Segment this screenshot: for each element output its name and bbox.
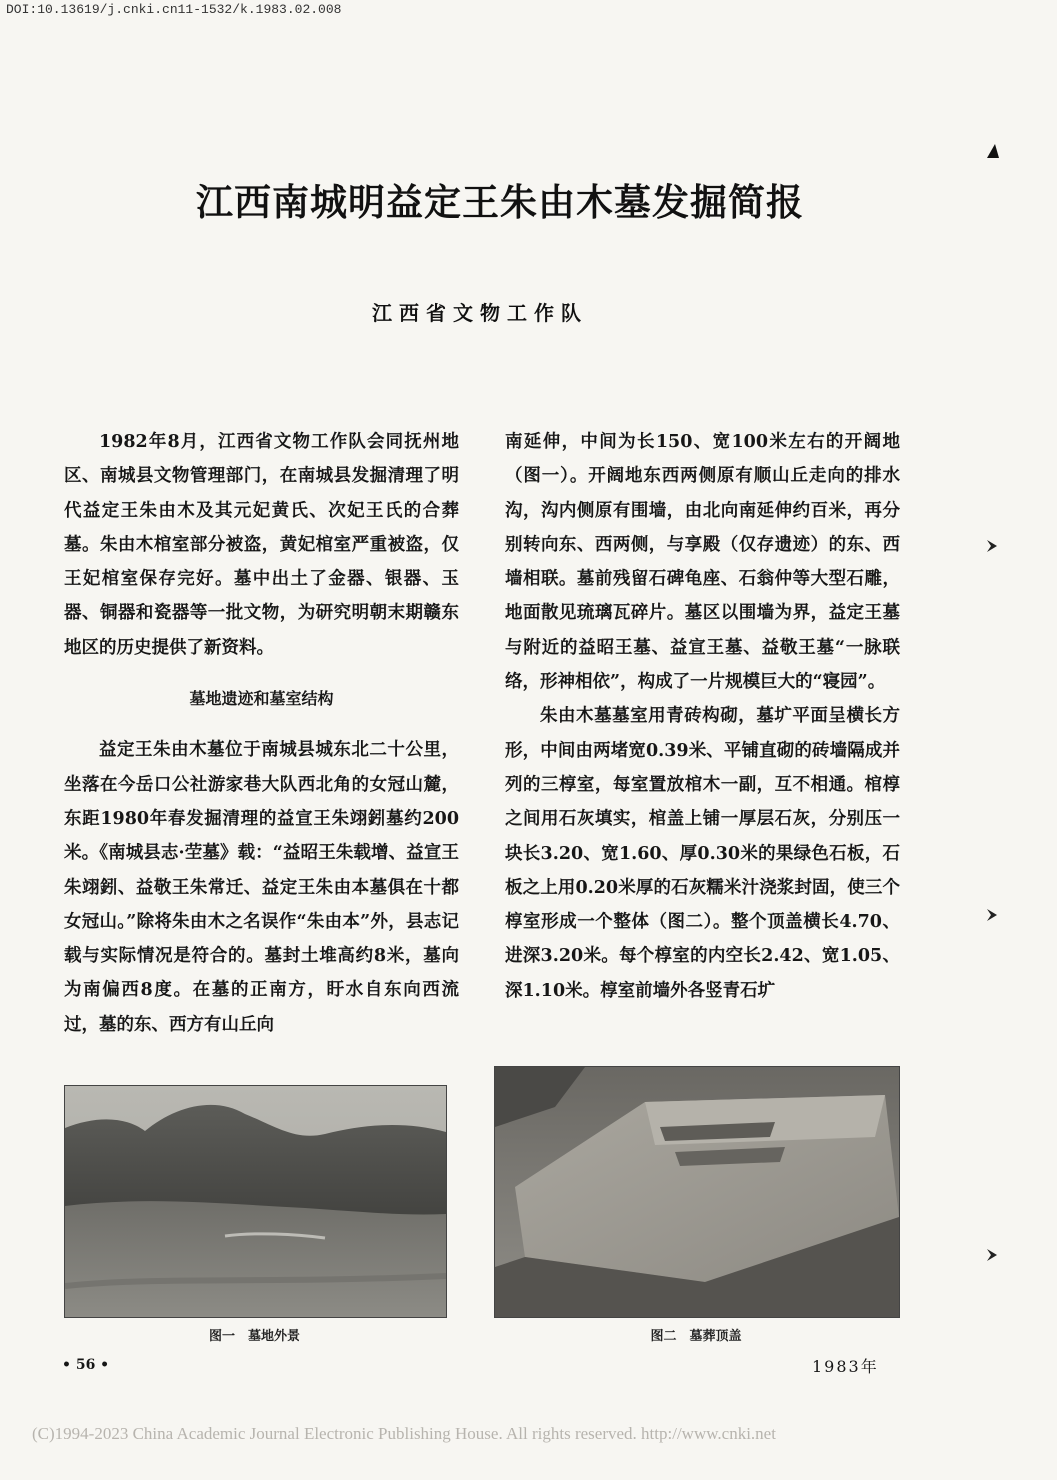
article-author: 江西省文物工作队 [372, 301, 588, 325]
body-paragraph: 益定王朱由木墓位于南城县城东北二十公里，坐落在今岳口公社游家巷大队西北角的女冠山麓，东距1980年春发掘清理的益宣王朱翊鈏墓约200米。《南城县志·茔墓》载：“益昭王朱载增、益宣王朱翊鈏、益敬王朱常迁、益定王朱由本墓俱在十都女冠山。”除将朱由木之名误作“朱由本”外，县志记载与实际情况是符合的。墓封土堆高约8米，墓向为南偏西8度。在墓的正南方，盱水自东向西流过，墓的东、西方有山丘向 [64, 740, 459, 1035]
left-column [64, 425, 459, 1042]
binding-mark-icon [983, 140, 1003, 160]
copyright-footer: (C)1994-2023 China Academic Journal Electronic Publishing House. All rights reserved. http://www.cnki.net [32, 1424, 776, 1443]
body-paragraph: 朱由木墓墓室用青砖构砌，墓圹平面呈横长方形，中间由两堵宽0.39米、平铺直砌的砖墙隔成并列的三椁室，每室置放棺木一副，互不相通。棺椁之间用石灰填实，棺盖上铺一厚层石灰，分别压一块长3.20、宽1.60、厚0.30米的果绿色石板，石板之上用0.20米厚的石灰糯米汁浇浆封固，使三个椁室形成一个整体（图二）。整个顶盖横长4.70、进深3.20米。每个椁室的内空长2.42、宽1.05、深1.10米。椁室前墙外各竖青石圹 [505, 706, 900, 1001]
figure-1-photo [64, 1085, 447, 1318]
doi-header: DOI:10.13619/j.cnki.cn11-1532/k.1983.02.008 [6, 2, 342, 17]
article-title: 江西南城明益定王朱由木墓发掘简报 [196, 181, 804, 224]
figure-2-caption: 图二 墓葬顶盖 [650, 1329, 742, 1344]
figure-1-caption: 图一 墓地外景 [208, 1329, 300, 1344]
intro-paragraph: 1982年8月，江西省文物工作队会同抚州地区、南城县文物管理部门，在南城县发掘清理了明代益定王朱由木及其元妃黄氏、次妃王氏的合葬墓。朱由木棺室部分被盗，黄妃棺室严重被盗，仅王妃棺室保存完好。墓中出土了金器、银器、玉器、铜器和瓷器等一批文物，为研究明朝末期赣东地区的历史提供了新资料。 [64, 432, 459, 658]
tomb-cover-illustration [495, 1067, 899, 1317]
binding-mark-icon [983, 536, 1003, 556]
right-column [505, 425, 900, 1008]
figure-2-photo [494, 1066, 900, 1318]
issue-year: 1983年 [812, 1357, 879, 1376]
body-paragraph: 南延伸，中间为长150、宽100米左右的开阔地（图一）。开阔地东西两侧原有顺山丘走向的排水沟，沟内侧原有围墙，由北向南延伸约百米，再分别转向东、西两侧，与享殿（仅存遗迹）的东、西墙相联。墓前残留石碑龟座、石翁仲等大型石雕，地面散见琉璃瓦碎片。墓区以围墙为界，益定王墓与附近的益昭王墓、益宣王墓、益敬王墓“一脉联络，形神相依”，构成了一片规模巨大的“寝园”。 [505, 432, 900, 693]
landscape-illustration [65, 1086, 446, 1317]
binding-mark-icon [983, 1245, 1003, 1265]
binding-mark-icon [983, 905, 1003, 925]
page-number: • 56 • [62, 1357, 110, 1373]
section-heading: 墓地遗迹和墓室结构 [189, 689, 334, 709]
